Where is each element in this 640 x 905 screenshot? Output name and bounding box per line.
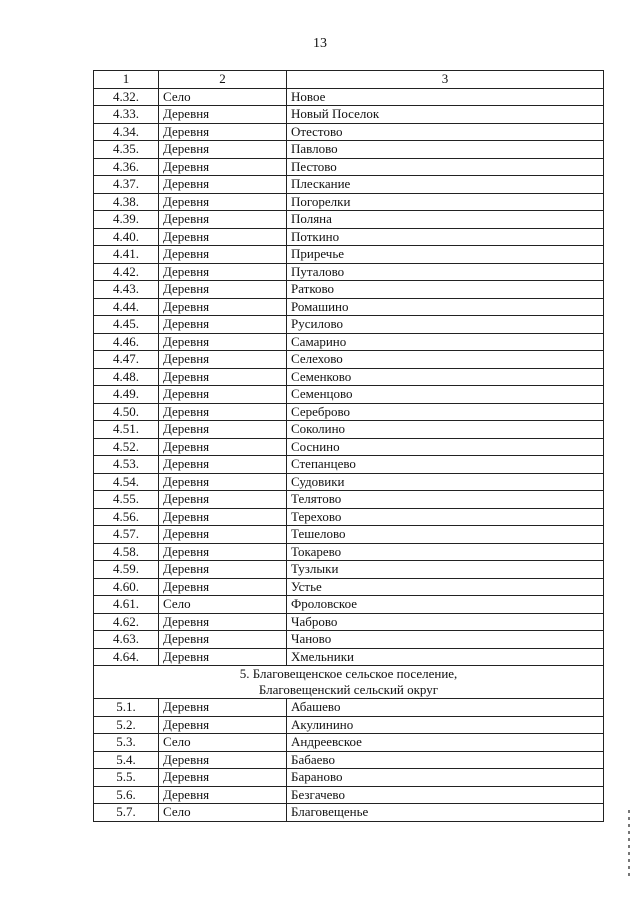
- cell-type: Деревня: [159, 403, 287, 421]
- cell-type: Деревня: [159, 176, 287, 194]
- cell-name: Степанцево: [287, 456, 604, 474]
- table-row: [94, 751, 604, 769]
- cell-name: Благовещенье: [287, 804, 604, 822]
- cell-type: Деревня: [159, 211, 287, 229]
- cell-type: Деревня: [159, 263, 287, 281]
- cell-type: Деревня: [159, 786, 287, 804]
- cell-name: Плескание: [287, 176, 604, 194]
- table-row: [94, 491, 604, 509]
- table-row: [94, 561, 604, 579]
- cell-type: Деревня: [159, 158, 287, 176]
- cell-number: 4.62.: [94, 613, 159, 631]
- cell-name: Русилово: [287, 316, 604, 334]
- cell-type: Деревня: [159, 123, 287, 141]
- cell-type: Деревня: [159, 333, 287, 351]
- cell-name: Токарево: [287, 543, 604, 561]
- table-row: [94, 438, 604, 456]
- cell-name: Новое: [287, 88, 604, 106]
- cell-number: 5.1.: [94, 699, 159, 717]
- table-row: [94, 786, 604, 804]
- cell-type: Деревня: [159, 613, 287, 631]
- cell-name: Абашево: [287, 699, 604, 717]
- cell-number: 4.59.: [94, 561, 159, 579]
- table-row: [94, 316, 604, 334]
- cell-type: Село: [159, 734, 287, 752]
- cell-name: Хмельники: [287, 648, 604, 666]
- cell-name: Соколино: [287, 421, 604, 439]
- table-row: [94, 176, 604, 194]
- cell-number: 4.47.: [94, 351, 159, 369]
- settlements-table: [93, 70, 604, 822]
- table-row: [94, 578, 604, 596]
- cell-number: 5.2.: [94, 716, 159, 734]
- table-row: [94, 734, 604, 752]
- cell-name: Фроловское: [287, 596, 604, 614]
- table-row: [94, 716, 604, 734]
- cell-name: Сереброво: [287, 403, 604, 421]
- cell-name: Акулинино: [287, 716, 604, 734]
- table-row: [94, 543, 604, 561]
- cell-name: Погорелки: [287, 193, 604, 211]
- cell-type: Деревня: [159, 543, 287, 561]
- cell-number: 4.33.: [94, 106, 159, 124]
- cell-number: 4.52.: [94, 438, 159, 456]
- table-row: [94, 368, 604, 386]
- cell-type: Деревня: [159, 141, 287, 159]
- cell-name: Бабаево: [287, 751, 604, 769]
- cell-name: Устье: [287, 578, 604, 596]
- table-row: [94, 88, 604, 106]
- table-row: [94, 193, 604, 211]
- table-row: [94, 804, 604, 822]
- table-row: [94, 526, 604, 544]
- cell-type: Деревня: [159, 386, 287, 404]
- cell-name: Новый Поселок: [287, 106, 604, 124]
- cell-number: 4.61.: [94, 596, 159, 614]
- cell-type: Деревня: [159, 438, 287, 456]
- table-row: [94, 473, 604, 491]
- cell-number: 4.42.: [94, 263, 159, 281]
- cell-name: Ромашино: [287, 298, 604, 316]
- cell-number: 4.41.: [94, 246, 159, 264]
- scan-edge-mark: [628, 810, 630, 880]
- cell-name: Тузлыки: [287, 561, 604, 579]
- cell-type: Село: [159, 88, 287, 106]
- table-row: [94, 158, 604, 176]
- cell-number: 4.32.: [94, 88, 159, 106]
- cell-number: 4.49.: [94, 386, 159, 404]
- cell-type: Деревня: [159, 316, 287, 334]
- cell-type: Деревня: [159, 473, 287, 491]
- cell-number: 4.55.: [94, 491, 159, 509]
- cell-type: Деревня: [159, 456, 287, 474]
- section-title-line1: 5. Благовещенское сельское поселение,: [239, 666, 458, 681]
- cell-name: Судовики: [287, 473, 604, 491]
- table-row: [94, 508, 604, 526]
- table-body: [94, 71, 604, 822]
- table-row: [94, 211, 604, 229]
- cell-type: Деревня: [159, 631, 287, 649]
- cell-name: Самарино: [287, 333, 604, 351]
- table-row: [94, 123, 604, 141]
- table-row: [94, 631, 604, 649]
- cell-name: Пестово: [287, 158, 604, 176]
- cell-type: Деревня: [159, 699, 287, 717]
- table-row: [94, 613, 604, 631]
- cell-number: 4.50.: [94, 403, 159, 421]
- cell-type: Деревня: [159, 561, 287, 579]
- cell-number: 4.64.: [94, 648, 159, 666]
- cell-type: Деревня: [159, 193, 287, 211]
- cell-number: 4.51.: [94, 421, 159, 439]
- cell-type: Село: [159, 804, 287, 822]
- header-cell-type: 2: [159, 71, 287, 89]
- cell-name: Павлово: [287, 141, 604, 159]
- table-row: [94, 456, 604, 474]
- table-row: [94, 333, 604, 351]
- table-row: [94, 769, 604, 787]
- cell-number: 4.34.: [94, 123, 159, 141]
- cell-name: Безгачево: [287, 786, 604, 804]
- cell-number: 4.60.: [94, 578, 159, 596]
- cell-type: Деревня: [159, 246, 287, 264]
- cell-number: 4.54.: [94, 473, 159, 491]
- table-row: [94, 351, 604, 369]
- cell-name: Телятово: [287, 491, 604, 509]
- cell-type: Деревня: [159, 491, 287, 509]
- cell-number: 5.7.: [94, 804, 159, 822]
- cell-name: Приречье: [287, 246, 604, 264]
- cell-number: 4.40.: [94, 228, 159, 246]
- cell-number: 4.63.: [94, 631, 159, 649]
- table-row: [94, 699, 604, 717]
- cell-name: Отестово: [287, 123, 604, 141]
- table-row: [94, 386, 604, 404]
- cell-type: Деревня: [159, 508, 287, 526]
- cell-number: 4.58.: [94, 543, 159, 561]
- table-row: [94, 228, 604, 246]
- section-title-line2: Благовещенский сельский округ: [258, 682, 439, 697]
- cell-type: Деревня: [159, 106, 287, 124]
- cell-type: Деревня: [159, 751, 287, 769]
- cell-number: 4.38.: [94, 193, 159, 211]
- cell-type: Деревня: [159, 351, 287, 369]
- cell-name: Селехово: [287, 351, 604, 369]
- table-row: [94, 281, 604, 299]
- cell-type: Деревня: [159, 228, 287, 246]
- table-row: [94, 298, 604, 316]
- cell-name: Терехово: [287, 508, 604, 526]
- cell-type: Деревня: [159, 281, 287, 299]
- cell-number: 4.57.: [94, 526, 159, 544]
- cell-number: 4.53.: [94, 456, 159, 474]
- page-number: 13: [313, 36, 327, 51]
- table-row: [94, 648, 604, 666]
- table-row: [94, 106, 604, 124]
- cell-number: 4.48.: [94, 368, 159, 386]
- cell-name: Тешелово: [287, 526, 604, 544]
- header-row: [94, 71, 604, 89]
- cell-number: 5.4.: [94, 751, 159, 769]
- cell-name: Поткино: [287, 228, 604, 246]
- cell-type: Деревня: [159, 526, 287, 544]
- cell-number: 4.36.: [94, 158, 159, 176]
- cell-name: Ратково: [287, 281, 604, 299]
- table-row: [94, 263, 604, 281]
- cell-name: Семенцово: [287, 386, 604, 404]
- table-row: [94, 141, 604, 159]
- cell-type: Деревня: [159, 648, 287, 666]
- cell-name: Андреевское: [287, 734, 604, 752]
- cell-name: Бараново: [287, 769, 604, 787]
- cell-name: Семенково: [287, 368, 604, 386]
- cell-number: 5.6.: [94, 786, 159, 804]
- cell-type: Село: [159, 596, 287, 614]
- cell-number: 4.35.: [94, 141, 159, 159]
- cell-number: 4.45.: [94, 316, 159, 334]
- section-title: [94, 666, 604, 699]
- cell-type: Деревня: [159, 716, 287, 734]
- cell-type: Деревня: [159, 769, 287, 787]
- section-header-row: [94, 666, 604, 699]
- cell-name: Поляна: [287, 211, 604, 229]
- cell-number: 4.56.: [94, 508, 159, 526]
- cell-number: 5.3.: [94, 734, 159, 752]
- cell-number: 4.39.: [94, 211, 159, 229]
- header-cell-name: 3: [287, 71, 604, 89]
- cell-type: Деревня: [159, 368, 287, 386]
- cell-number: 5.5.: [94, 769, 159, 787]
- cell-type: Деревня: [159, 578, 287, 596]
- cell-name: Путалово: [287, 263, 604, 281]
- cell-number: 4.43.: [94, 281, 159, 299]
- cell-type: Деревня: [159, 298, 287, 316]
- cell-number: 4.37.: [94, 176, 159, 194]
- table-row: [94, 403, 604, 421]
- cell-name: Чаброво: [287, 613, 604, 631]
- cell-number: 4.46.: [94, 333, 159, 351]
- header-cell-number: 1: [94, 71, 159, 89]
- table-row: [94, 246, 604, 264]
- cell-number: 4.44.: [94, 298, 159, 316]
- cell-name: Чаново: [287, 631, 604, 649]
- table-row: [94, 596, 604, 614]
- cell-name: Соснино: [287, 438, 604, 456]
- cell-type: Деревня: [159, 421, 287, 439]
- table-row: [94, 421, 604, 439]
